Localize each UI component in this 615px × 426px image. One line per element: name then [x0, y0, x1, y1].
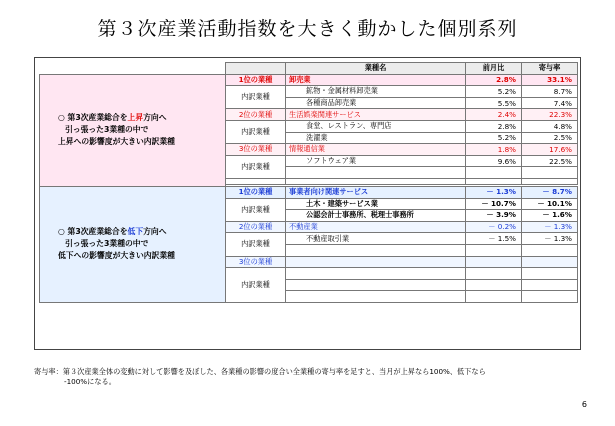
indicator-table	[39, 62, 578, 303]
down-highlight: 低下	[127, 227, 144, 237]
down-rank1-sub2: 公認会計士事務所、税理士事務所 － 3.9% － 1.6%	[40, 210, 578, 222]
page-number: 6	[581, 400, 587, 409]
up-rank2-row: 2位の業種 生活娯楽関連サービス 2.4% 22.3%	[40, 109, 578, 121]
industry-name: 卸売業	[286, 74, 466, 86]
up-rank1-sub2: 各種商品卸売業 5.5% 7.4%	[40, 97, 578, 109]
footnote: 寄与率：第３次産業全体の変動に対して影響を及ぼした、各業種の影響の度合い全業種の寄与率を足すと、当月が上昇なら100%、低下なら -100%になる。	[34, 367, 486, 386]
header-zenki: 前月比	[466, 63, 522, 75]
industry-name: 事業者向け関連サービス	[286, 186, 466, 198]
up-rank2-sub2: 洗濯業 5.2% 2.5%	[40, 132, 578, 144]
down-rank1-sub1: 内訳業種 土木・建築サービス業 － 10.7% － 10.1%	[40, 198, 578, 210]
industry-name: 不動産業	[286, 221, 466, 233]
industry-name: 生活娯楽関連サービス	[286, 109, 466, 121]
up-rank3-sub1: 内訳業種 ソフトウェア業 9.6% 22.5%	[40, 155, 578, 167]
page-title: 第３次産業活動指数を大きく動かした個別系列	[97, 18, 518, 40]
up-description: ○ 第3次産業総合を上昇方向へ 引っ張った3業種の中で 上昇への影響度が大きい内訳業種	[40, 74, 226, 186]
industry-name: 情報通信業	[286, 144, 466, 156]
up-rank1-row: ○ 第3次産業総合を上昇方向へ 引っ張った3業種の中で 上昇への影響度が大きい内訳業種 1位の業種 卸売業 2.8% 33.1%	[40, 74, 578, 86]
up-highlight: 上昇	[127, 113, 144, 123]
down-rank2-sub1: 内訳業種 不動産取引業 － 1.5% － 1.3%	[40, 233, 578, 245]
up-rank3-row: 3位の業種 情報通信業 1.8% 17.6%	[40, 144, 578, 156]
down-rank3-row: 3位の業種	[40, 256, 578, 268]
down-rank3-sub1: 内訳業種	[40, 268, 578, 280]
up-rank2-sub1: 内訳業種 食堂、レストラン、専門店 2.8% 4.8%	[40, 120, 578, 132]
up-rank1-sub1: 内訳業種 鉱物・金属材料卸売業 5.2% 8.7%	[40, 86, 578, 98]
down-rank1-row: ○ 第3次産業総合を低下方向へ 引っ張った3業種の中で 低下への影響度が大きい内訳業種 1位の業種 事業者向け関連サービス － 1.3% － 8.7%	[40, 186, 578, 198]
down-description: ○ 第3次産業総合を低下方向へ 引っ張った3業種の中で 低下への影響度が大きい内訳業種	[40, 186, 226, 302]
header-kiyo: 寄与率	[522, 63, 578, 75]
table-header-row	[40, 63, 578, 75]
down-rank2-row: 2位の業種 不動産業 － 0.2% － 1.3%	[40, 221, 578, 233]
header-gyoshu: 業種名	[286, 63, 466, 75]
